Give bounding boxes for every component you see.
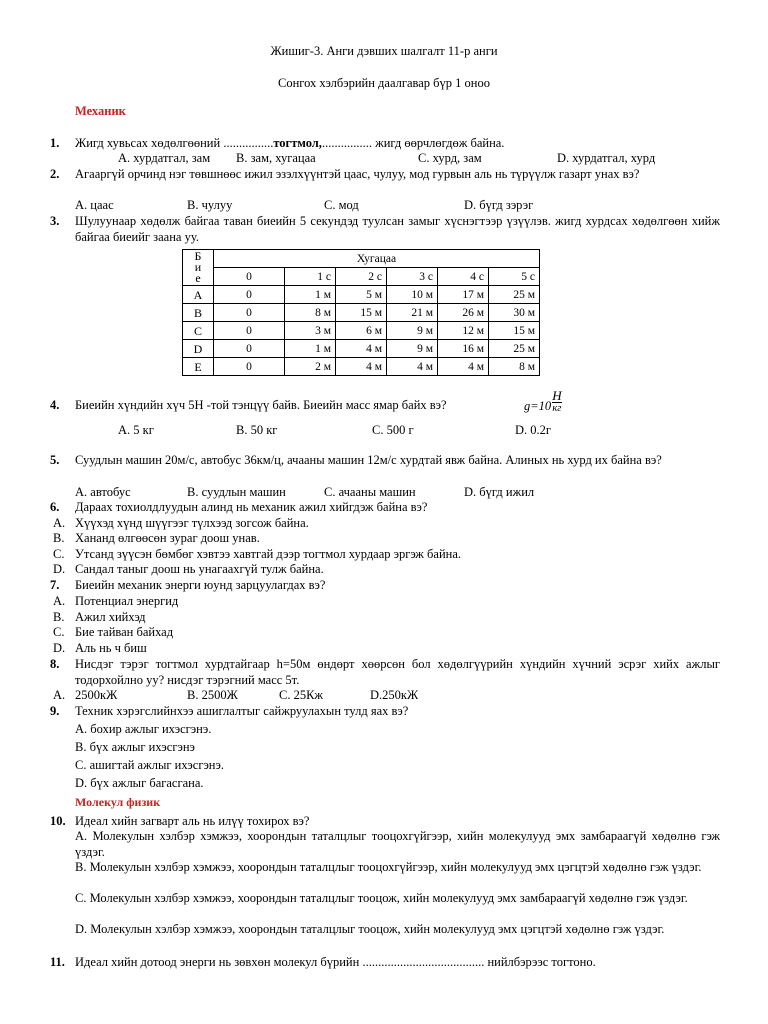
question-2-text: Агааргүй орчинд нэг төвшнөөс ижил эзэлхүүнтэй цаас, чулуу, мод гурвын аль нь түрүүлж газарт унах вэ? — [75, 167, 640, 181]
option: Сандал таныг доош нь унагаахгүй тулж байна. — [75, 562, 324, 576]
table-cell: 4 м — [336, 358, 387, 376]
blank-dots: ....................................... — [362, 955, 485, 969]
table-cell: 8 м — [285, 304, 336, 322]
time-cell: 1 с — [285, 268, 336, 286]
option: В. бүх ажлыг ихэсгэнэ — [75, 740, 195, 754]
option-letter: B. — [53, 610, 65, 624]
table-cell: 30 м — [489, 304, 540, 322]
option: В. Молекулын хэлбэр хэмжээ, хоорондын таталцлыг тооцохгүйгээр, хийн молекулууд эмх цэгцтэй хөдөлнө гэж үздэг. — [75, 860, 702, 874]
table-cell: 26 м — [438, 304, 489, 322]
corner-letter: Б — [194, 249, 202, 263]
formula-g: g=10 — [524, 398, 552, 413]
option: С. хурд, зам — [418, 151, 482, 165]
question-number: 8. — [50, 657, 60, 671]
table-cell: 0 — [214, 340, 285, 358]
option: D. бүгд ижил — [464, 485, 535, 499]
time-cell: 4 с — [438, 268, 489, 286]
option: В. суудлын машин — [187, 485, 286, 499]
time-header: Хугацаа — [214, 250, 540, 268]
option: С. 500 г — [372, 423, 414, 437]
question-number: 11. — [50, 955, 65, 969]
question-1-text — [75, 136, 720, 152]
table-cell: 21 м — [387, 304, 438, 322]
option-letter: C. — [53, 625, 65, 639]
option: D. 0.2г — [515, 423, 552, 437]
table-cell: 0 — [214, 286, 285, 304]
option-letter: C. — [53, 547, 65, 561]
option: Хананд өлгөөсөн зураг доош унав. — [75, 531, 260, 545]
q11-part2: нийлбэрээс тогтоно. — [484, 955, 596, 969]
table-cell: 4 м — [438, 358, 489, 376]
option: Утсанд зүүсэн бөмбөг хэвтээ хавтгай дээр тогтмол хурдаар эргэж байна. — [75, 547, 462, 561]
question-number: 5. — [50, 453, 60, 467]
time-cell: 5 с — [489, 268, 540, 286]
section-heading-mechanics: Механик — [75, 104, 126, 118]
question-number: 10. — [50, 814, 66, 828]
blank-dots: ................ — [223, 136, 274, 150]
table-cell: 8 м — [489, 358, 540, 376]
option: Хүүхэд хүнд шүүгээг түлхээд зогсож байна. — [75, 516, 309, 530]
table-cell: 9 м — [387, 322, 438, 340]
option: 2500кЖ — [75, 688, 118, 702]
table-row — [183, 358, 540, 376]
option: В. чулуу — [187, 198, 233, 212]
question-5-text: Суудлын машин 20м/с, автобус 36км/ц, ачааны машин 12м/с хурдтай явж байна. Алиных нь хурд их байна вэ? — [75, 453, 662, 467]
formula-fraction — [552, 389, 561, 415]
option: D. бүгд зэрэг — [464, 198, 534, 212]
option: Ажил хийхэд — [75, 610, 146, 624]
table-cell: 17 м — [438, 286, 489, 304]
section-heading-molecular: Молекул физик — [75, 795, 161, 809]
body-label: D — [183, 340, 214, 358]
option: А. Молекулын хэлбэр хэмжээ, хоорондын таталцлыг тооцохгүйгээр, хийн молекулууд эмх замбараагүй хөдөлнө гэж үздэг. — [75, 829, 720, 859]
option: В. 2500Ж — [187, 688, 238, 702]
question-number: 3. — [50, 214, 60, 228]
table-cell: 5 м — [336, 286, 387, 304]
option-letter: D. — [53, 562, 66, 576]
page-title: Жишиг-3. Анги дэвших шалгалт 11-р анги — [270, 44, 498, 58]
table-cell: 4 м — [387, 358, 438, 376]
table-cell: 25 м — [489, 340, 540, 358]
table-cell: 9 м — [387, 340, 438, 358]
option: А. 5 кг — [118, 423, 154, 437]
formula-denominator: кг — [552, 403, 562, 414]
table-cell: 6 м — [336, 322, 387, 340]
question-4-text: Биеийн хүндийн хүч 5Н -той тэнцүү байв. Биеийн масс ямар байх вэ? — [75, 398, 447, 412]
question-3-text: Шулуунаар хөдөлж байгаа таван биеийн 5 секундэд туулсан замыг хүснэгтээр үзүүлэв. жигд хурдсах хөдөлгөөн хийж байгаа биеийг заана уу. — [75, 214, 720, 244]
option-letter: B. — [53, 531, 65, 545]
table-cell: 15 м — [336, 304, 387, 322]
table-cell: 0 — [214, 358, 285, 376]
corner-letter: и — [194, 260, 202, 274]
question-number: 2. — [50, 167, 60, 181]
option: D.250кЖ — [370, 688, 419, 702]
option-letter: A. — [53, 594, 66, 608]
question-9-text: Техник хэрэгслийнхээ ашиглалтыг сайжруулахын тулд яах вэ? — [75, 704, 409, 718]
question-7-text: Биеийн механик энерги юунд зарцуулагдах вэ? — [75, 578, 326, 592]
table-row — [183, 286, 540, 304]
question-number: 4. — [50, 398, 60, 412]
distance-time-table — [182, 249, 540, 376]
question-number: 6. — [50, 500, 60, 514]
option: А. хурдатгал, зам — [118, 151, 211, 165]
option: Аль нь ч биш — [75, 641, 147, 655]
table-row — [183, 304, 540, 322]
table-row — [183, 322, 540, 340]
table-cell: 12 м — [438, 322, 489, 340]
option: D. хурдатгал, хурд — [557, 151, 656, 165]
option: Потенциал энергид — [75, 594, 179, 608]
option: С. ашигтай ажлыг ихэсгэнэ. — [75, 758, 224, 772]
table-cell: 16 м — [438, 340, 489, 358]
q1-bold: тогтмол, — [273, 136, 322, 150]
formula-numerator: Н — [552, 388, 562, 403]
table-cell: 10 м — [387, 286, 438, 304]
table-cell: 2 м — [285, 358, 336, 376]
table-cell: 0 — [214, 322, 285, 340]
question-number: 9. — [50, 704, 60, 718]
option: D. бүх ажлыг багасгана. — [75, 776, 204, 790]
blank-dots: ................ — [321, 136, 372, 150]
body-label: E — [183, 358, 214, 376]
question-10-text: Идеал хийн загварт аль нь илүү тохирох вэ? — [75, 814, 310, 828]
q11-part1: Идеал хийн дотоод энерги нь зөвхөн молекул бүрийн — [75, 955, 363, 969]
body-label: A — [183, 286, 214, 304]
q1-part1: Жигд хувьсах хөдөлгөөний — [75, 136, 224, 150]
option: В. 50 кг — [236, 423, 278, 437]
corner-letter: е — [195, 271, 201, 285]
table-corner-header — [183, 250, 214, 286]
table-cell: 3 м — [285, 322, 336, 340]
table-cell: 25 м — [489, 286, 540, 304]
option: А. автобус — [75, 485, 131, 499]
time-cell: 2 с — [336, 268, 387, 286]
page-subtitle: Сонгох хэлбэрийн даалгавар бүр 1 оноо — [278, 76, 490, 90]
question-6-text: Дараах тохиолдлуудын алинд нь механик ажил хийгдэж байна вэ? — [75, 500, 428, 514]
table-cell: 0 — [214, 304, 285, 322]
table-cell: 15 м — [489, 322, 540, 340]
option: С. мод — [324, 198, 359, 212]
question-8-text: Нисдэг тэрэг тогтмол хурдтайгаар h=50м өндөрт хөөрсөн бол хөдөлгүүрийн хүндийн хүчний эсрэг хийх ажлыг тодорхойлно уу? нисдэг тэрэгний масс 5т. — [75, 657, 720, 687]
table-cell: 4 м — [336, 340, 387, 358]
question-11-text — [75, 955, 596, 971]
option: Бие тайван байхад — [75, 625, 174, 639]
gravity-formula — [524, 389, 562, 415]
option: D. Молекулын хэлбэр хэмжээ, хоорондын таталцлыг тооцож, хийн молекулууд эмх цэгцтэй хөдөлнө гэж үздэг. — [75, 922, 665, 936]
option-letter: A. — [53, 688, 66, 702]
time-cell: 3 с — [387, 268, 438, 286]
body-label: B — [183, 304, 214, 322]
option: С. ачааны машин — [324, 485, 416, 499]
option-letter: D. — [53, 641, 66, 655]
question-number: 7. — [50, 578, 60, 592]
option-letter: A. — [53, 516, 66, 530]
time-cell: 0 — [214, 268, 285, 286]
option: С. Молекулын хэлбэр хэмжээ, хоорондын таталцлыг тооцож, хийн молекулууд эмх замбараагүй хөдөлнө гэж үздэг. — [75, 891, 688, 905]
option: В. зам, хугацаа — [236, 151, 316, 165]
body-label: C — [183, 322, 214, 340]
option: А. бохир ажлыг ихэсгэнэ. — [75, 722, 212, 736]
table-row — [183, 340, 540, 358]
table-cell: 1 м — [285, 286, 336, 304]
option: А. цаас — [75, 198, 114, 212]
table-cell: 1 м — [285, 340, 336, 358]
option: С. 25Кж — [279, 688, 324, 702]
q1-part2: жигд өөрчлөгдөж байна. — [371, 136, 505, 150]
table-header-row — [183, 268, 540, 286]
question-number: 1. — [50, 136, 60, 150]
